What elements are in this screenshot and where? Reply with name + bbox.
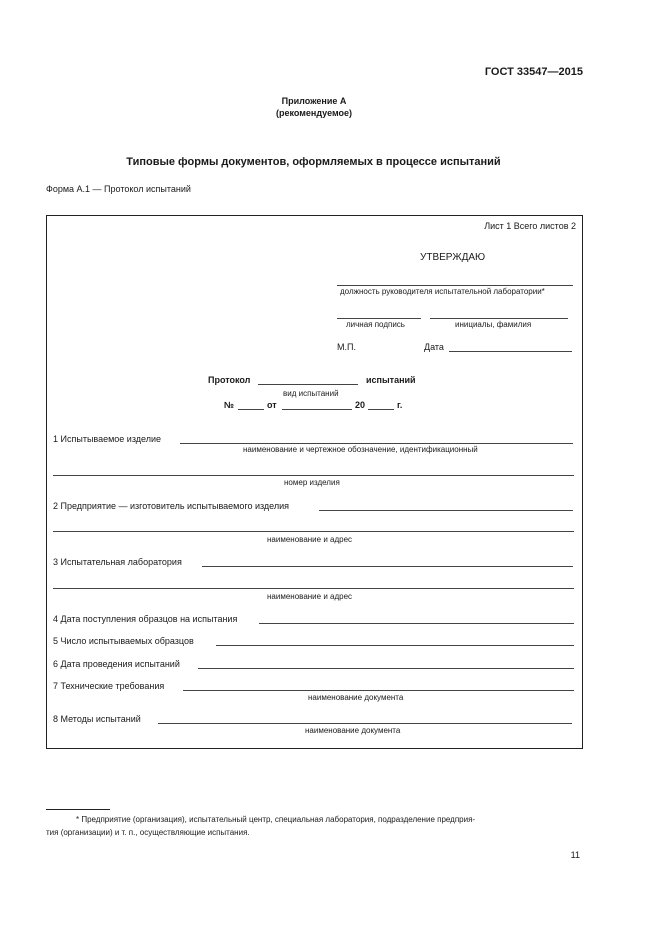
item-6-line xyxy=(198,668,574,669)
item-8-line xyxy=(158,723,572,724)
item-7-caption: наименование документа xyxy=(308,693,404,702)
protocol-label: Протокол xyxy=(208,375,251,385)
item-2-label: 2 Предприятие — изготовитель испытываемого изделия xyxy=(53,501,290,511)
signature-caption: личная подпись xyxy=(346,320,405,329)
initials-line xyxy=(430,318,568,319)
item-1-caption-2: номер изделия xyxy=(284,478,340,487)
item-2-line xyxy=(319,510,573,511)
initials-caption: инициалы, фамилия xyxy=(455,320,532,329)
item-3-label: 3 Испытательная лаборатория xyxy=(53,557,182,567)
date-label: Дата xyxy=(424,342,444,352)
year-prefix: 20 xyxy=(355,400,366,410)
seal-label: М.П. xyxy=(337,342,356,352)
position-line xyxy=(337,285,573,286)
footnote-divider xyxy=(46,809,110,810)
signature-line xyxy=(337,318,421,319)
item-5-line xyxy=(216,645,574,646)
from-label: от xyxy=(267,400,277,410)
number-label: № xyxy=(224,400,235,410)
item-5-label: 5 Число испытываемых образцов xyxy=(53,636,194,646)
item-3-line xyxy=(202,566,573,567)
section-title: Типовые формы документов, оформляемых в процессе испытаний xyxy=(126,156,501,168)
kind-caption: вид испытаний xyxy=(283,389,339,398)
item-1-line xyxy=(180,443,573,444)
approve-title: УТВЕРЖДАЮ xyxy=(420,252,486,263)
item-7-line xyxy=(183,690,574,691)
item-1-label: 1 Испытываемое изделие xyxy=(53,434,161,444)
protocol-kind-line xyxy=(258,384,358,385)
item-7-label: 7 Технические требования xyxy=(53,681,165,691)
item-1-line-2 xyxy=(53,475,574,476)
item-4-line xyxy=(259,623,574,624)
standard-number: ГОСТ 33547—2015 xyxy=(484,66,583,78)
approve-date-line xyxy=(449,351,572,352)
tests-label: испытаний xyxy=(366,375,416,385)
appendix-title: Приложение А xyxy=(281,96,347,106)
item-4-label: 4 Дата поступления образцов на испытания xyxy=(53,614,238,624)
page-number: 11 xyxy=(570,850,580,860)
year-suffix: г. xyxy=(397,400,403,410)
item-1-caption: наименование и чертежное обозначение, идентификационный xyxy=(243,445,478,454)
date-day-month-line xyxy=(282,409,352,410)
appendix-subtitle: (рекомендуемое) xyxy=(276,108,352,118)
number-line xyxy=(238,409,264,410)
item-2-caption: наименование и адрес xyxy=(267,535,353,544)
item-8-label: 8 Методы испытаний xyxy=(53,714,141,724)
form-caption: Форма А.1 — Протокол испытаний xyxy=(46,184,191,194)
item-2-line-2 xyxy=(53,531,574,532)
item-6-label: 6 Дата проведения испытаний xyxy=(53,659,180,669)
position-caption: должность руководителя испытательной лаборатории* xyxy=(340,287,545,296)
item-3-line-2 xyxy=(53,588,574,589)
item-8-caption: наименование документа xyxy=(305,726,401,735)
year-line xyxy=(368,409,394,410)
item-3-caption: наименование и адрес xyxy=(267,592,353,601)
footnote-line-1: * Предприятие (организация), испытательный центр, специальная лаборатория, подразделение предприя- xyxy=(76,815,476,824)
sheet-info: Лист 1 Всего листов 2 xyxy=(484,221,576,231)
footnote-line-2: тия (организации) и т. п., осуществляющие испытания. xyxy=(46,828,250,837)
